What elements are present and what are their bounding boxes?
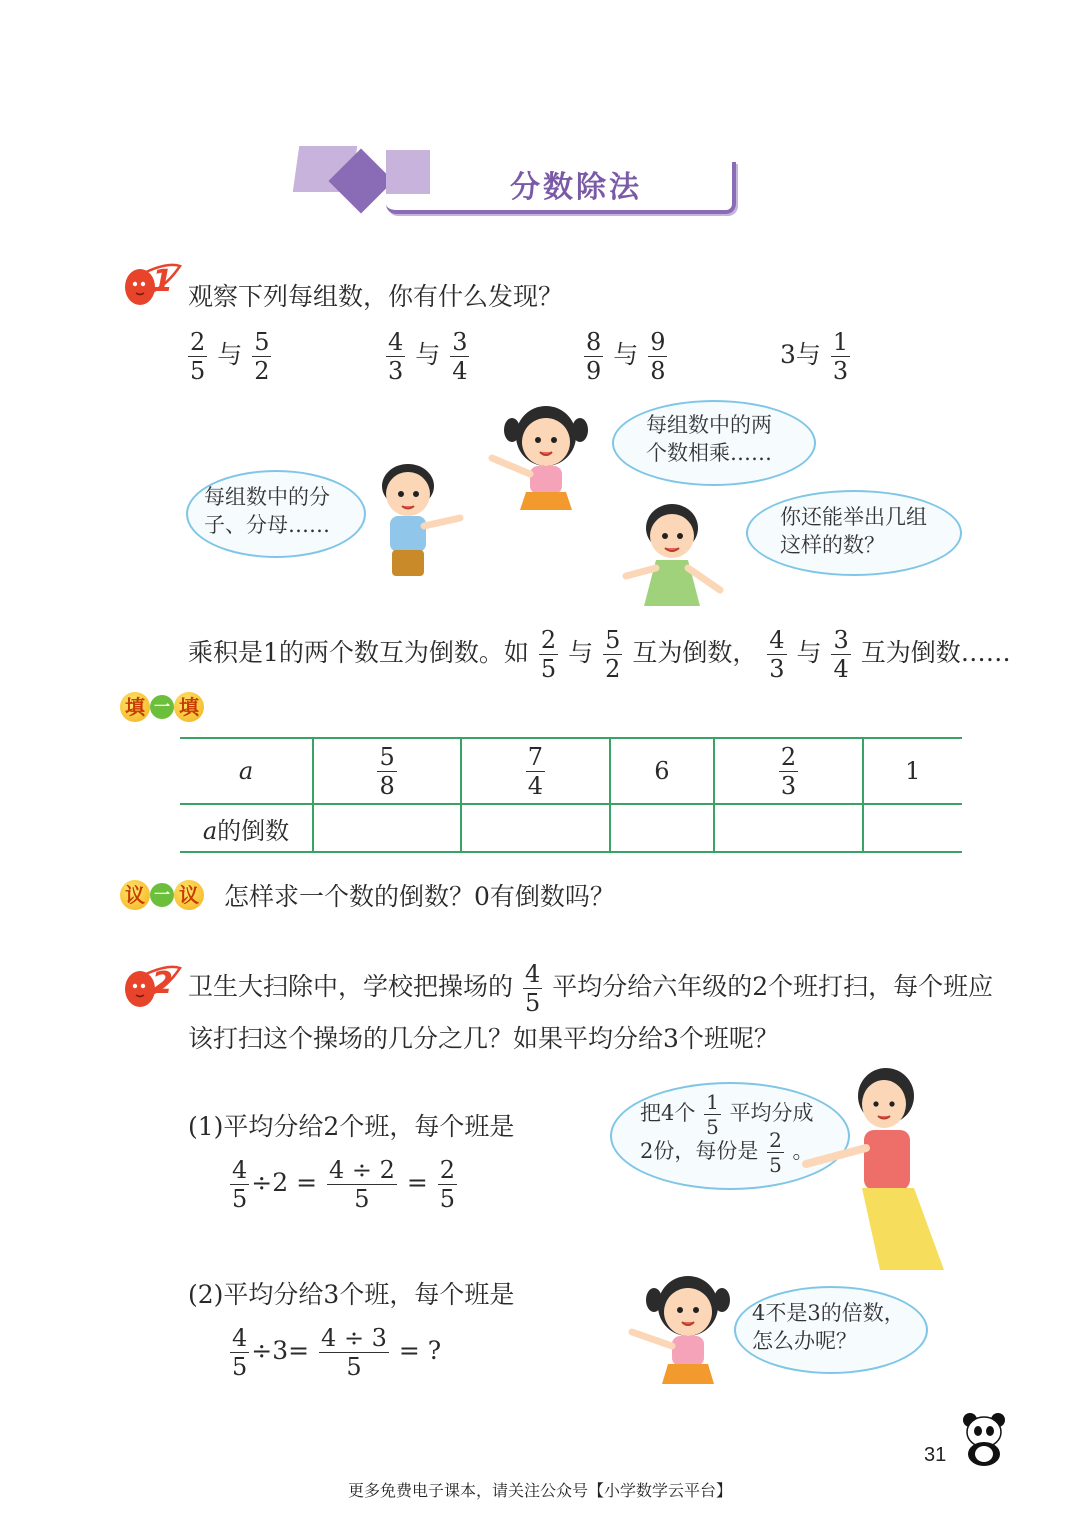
badge-char: 一 xyxy=(150,883,174,907)
fraction-pair-4: 3与 $\frac{1}{3}$ xyxy=(780,328,849,385)
title-banner xyxy=(290,140,750,230)
girl-pointing-illustration xyxy=(486,396,606,516)
bubble-girl-bottom-line1: 4不是3的倍数， xyxy=(752,1301,905,1325)
bubble-teacher-line2: 2份，每份是 $\frac{2}{5}$ 。 xyxy=(640,1128,814,1177)
bubble-girl-right-line1: 你还能举出几组 xyxy=(780,505,927,529)
bubble-girl-top-line1: 每组数中的两 xyxy=(646,413,772,437)
example-2-line2: 该打扫这个操场的几分之几？如果平均分给3个班呢？ xyxy=(188,1024,779,1053)
row-header-reciprocal: a的倒数 xyxy=(180,804,313,852)
reciprocal-table xyxy=(180,737,962,853)
bubble-girl-top-line2: 个数相乘…… xyxy=(646,441,772,465)
row-header-a: a xyxy=(180,738,313,804)
part-2-label: (2)平均分给3个班，每个班是 xyxy=(188,1280,515,1309)
page-title: 分数除法 xyxy=(510,170,642,205)
part-1-label: (1)平均分给2个班，每个班是 xyxy=(188,1112,515,1141)
bubble-boy-line1: 每组数中的分 xyxy=(204,485,330,509)
reciprocal-definition: 乘积是1的两个数互为倒数。如 $\frac{2}{5}$ 与 $\frac{5}{2}$ 互为倒数， $\frac{4}{3}$ 与 $\frac{3}{4}$ 互为倒数…… xyxy=(188,626,1011,683)
part-2-equation: $\frac{4}{5}$ ÷3= $\frac{4 \div 3}{5}$ = ? xyxy=(232,1324,442,1381)
badge-char: 议 xyxy=(174,880,204,910)
example-2-number: 2 xyxy=(152,966,173,1001)
example-1-number: 1 xyxy=(152,264,173,299)
answer-cell[interactable] xyxy=(313,804,461,852)
discuss-question: 怎样求一个数的倒数？0有倒数吗？ xyxy=(224,882,615,911)
girl-pointing-illustration-bottom xyxy=(626,1266,744,1390)
fill-in-badge xyxy=(120,692,204,722)
boy-illustration xyxy=(356,456,468,582)
answer-cell[interactable] xyxy=(610,804,715,852)
teacher-illustration xyxy=(800,1064,970,1280)
part-1-equation: $\frac{4}{5}$ ÷2 = $\frac{4 \div 2}{5}$ = $\frac{2}{5}$ xyxy=(232,1156,456,1213)
table-cell: 1 xyxy=(863,738,962,804)
discuss-badge xyxy=(120,880,204,910)
bubble-boy-line2: 子、分母…… xyxy=(204,513,330,537)
fraction-pair-3: $\frac{8}{9}$ 与 $\frac{9}{8}$ xyxy=(586,328,666,385)
answer-cell[interactable] xyxy=(863,804,962,852)
table-cell: $\frac{5}{8}$ xyxy=(313,738,461,804)
panda-icon xyxy=(958,1410,1012,1468)
bubble-teacher-line1: 把4个 $\frac{1}{5}$ 平均分成 xyxy=(640,1090,814,1139)
answer-cell[interactable] xyxy=(461,804,609,852)
badge-char: 议 xyxy=(120,880,150,910)
table-cell: $\frac{2}{3}$ xyxy=(714,738,862,804)
bubble-girl-right-line2: 这样的数？ xyxy=(780,533,885,557)
answer-cell[interactable] xyxy=(714,804,862,852)
footer-note: 更多免费电子课本，请关注公众号【小学数学云平台】 xyxy=(347,1481,732,1500)
page-number: 31 xyxy=(924,1444,947,1466)
example-2-line1: 卫生大扫除中，学校把操场的 $\frac{4}{5}$ 平均分给六年级的2个班打扫，每个班应 xyxy=(188,960,994,1017)
bubble-girl-bottom-line2: 怎么办呢？ xyxy=(752,1329,857,1353)
example-1-question: 观察下列每组数，你有什么发现？ xyxy=(188,282,564,311)
fraction-pair-2: $\frac{4}{3}$ 与 $\frac{3}{4}$ xyxy=(388,328,468,385)
badge-char: 一 xyxy=(150,695,174,719)
table-cell: 6 xyxy=(610,738,715,804)
badge-char: 填 xyxy=(174,692,204,722)
table-cell: $\frac{7}{4}$ xyxy=(461,738,609,804)
badge-char: 填 xyxy=(120,692,150,722)
fraction-pair-1: $\frac{2}{5}$ 与 $\frac{5}{2}$ xyxy=(190,328,270,385)
girl-apron-illustration xyxy=(620,498,728,610)
